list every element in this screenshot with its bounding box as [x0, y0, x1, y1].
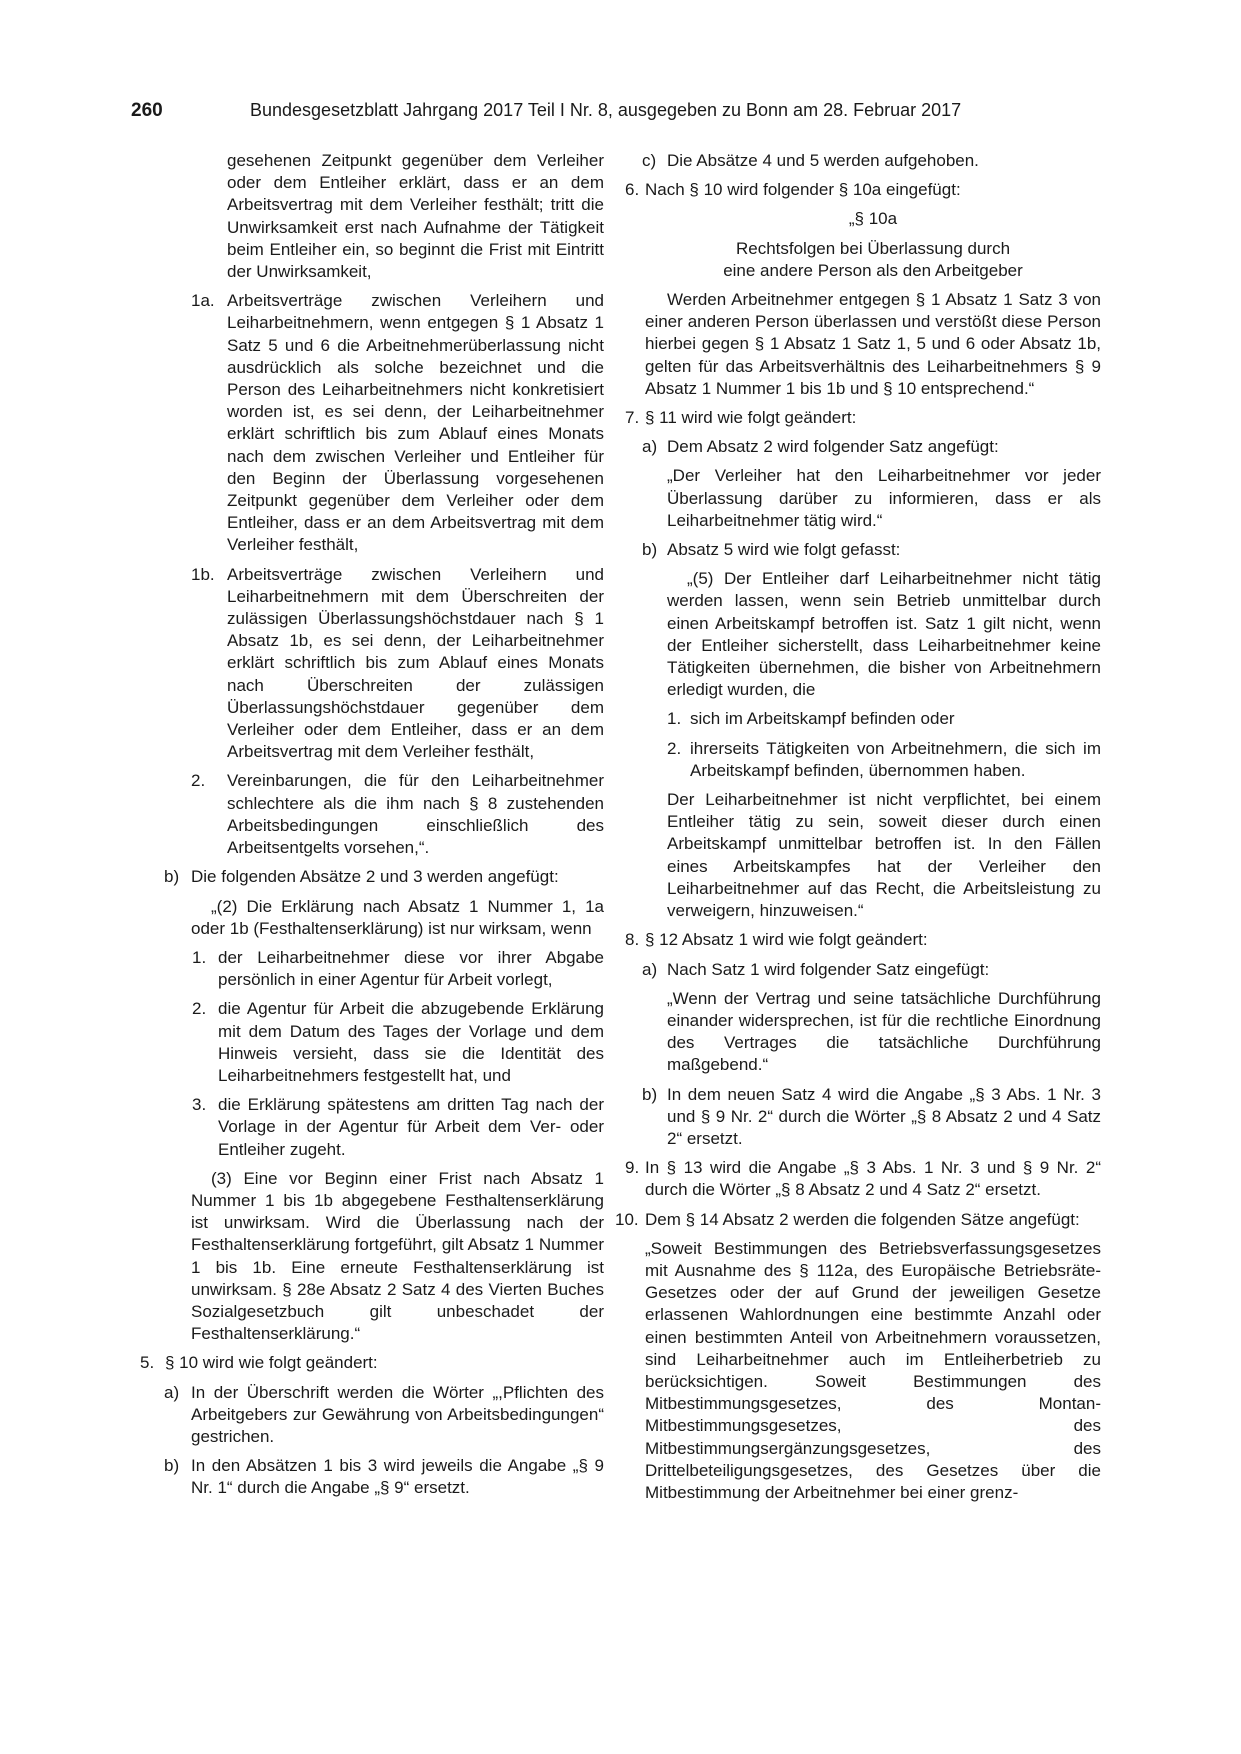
- quoted-list-item-2: [627, 738, 1101, 782]
- continuation-paragraph: [140, 150, 604, 283]
- list-marker: a): [642, 959, 658, 979]
- list-marker: 1b.: [191, 564, 215, 584]
- item-8b: [627, 1084, 1101, 1151]
- list-item-2: [140, 770, 604, 859]
- list-marker: 6.: [625, 180, 640, 200]
- list-item-1b: [140, 564, 604, 764]
- quoted-list-item-1: [627, 708, 1101, 730]
- list-marker: 3.: [192, 1095, 207, 1115]
- list-item-text: der Leiharbeitnehmer diese vor ihrer Abgabe persönlich in einer Agentur für Arbeit vorlegt,: [218, 947, 604, 990]
- list-item-text: § 12 Absatz 1 wird wie folgt geändert:: [645, 930, 928, 950]
- item-9: [627, 1157, 1101, 1201]
- item-6: [627, 179, 1101, 201]
- quoted-paragraph-5: „(5) Der Entleiher darf Leiharbeitnehmer nicht tätig werden lassen, wenn sein Betrieb unmittelbar durch einen Arbeitskampf betroffen ist. Satz 1 gilt nicht, wenn der Entleiher sicherstellt, dass Leiharbeitnehmer keine Tätigkeiten übernehmen, die bisher von Arbeitnehmern erledigt wurden, die: [667, 569, 1101, 700]
- list-item-text: Dem § 14 Absatz 2 werden die folgenden Sätze angefügt:: [645, 1209, 1080, 1229]
- list-marker: a): [642, 437, 658, 457]
- list-item-text: In den Absätzen 1 bis 3 wird jeweils die Angabe „§ 9 Nr. 1“ durch die Angabe „§ 9“ ersetzt.: [191, 1456, 604, 1498]
- quoted-list-item-2: [140, 998, 604, 1087]
- section-title-line-1: Rechtsfolgen bei Überlassung durch: [735, 238, 1011, 258]
- quoted-paragraph-3: (3) Eine vor Beginn einer Frist nach Absatz 1 Nummer 1 bis 1b abgegebene Festhaltenserklärung ist unwirksam. Wird die Überlassung nach der Festhaltenserklärung fortgeführt, gilt Absatz 1 Nummer 1 bis 1b. Eine erneute Festhaltenserklärung ist unwirksam. § 28e Absatz 2 Satz 4 des Vierten Buches Sozialgesetzbuch gilt unbeschadet der Festhaltenserklärung.“: [191, 1168, 604, 1344]
- list-marker: b): [642, 540, 658, 560]
- list-item-text: Arbeitsverträge zwischen Verleihern und Leiharbeitnehmern, wenn entgegen § 1 Absatz 1 Satz 5 und 6 die Arbeitnehmerüberlassung nicht ausdrücklich als solche bezeichnet und die Person des Leiharbeitnehmers nicht konkretisiert worden ist, es sei denn, der Leiharbeitnehmer erklärt schriftlich bis zum Ablauf eines Monats nach dem zwischen Verleiher und Entleiher für den Beginn der Überlassung vorgesehenen Zeitpunkt gegenüber dem Verleiher oder dem Entleiher, dass er an dem Arbeitsvertrag mit dem Verleiher festhält,: [227, 291, 604, 555]
- section-title-line-2: eine andere Person als den Arbeitgeber: [723, 260, 1023, 280]
- quoted-paragraph-5-cont: Der Leiharbeitnehmer ist nicht verpflichtet, bei einem Entleiher tätig zu sein, soweit dieser durch einen Arbeitskampf unmittelbar betroffen ist. In den Fällen eines Arbeitskampfes hat der Verleiher den Leiharbeitnehmer auf das Recht, die Arbeitsleistung zu verweigern, hinzuweisen.“: [667, 790, 1101, 921]
- list-item-text: die Erklärung spätestens am dritten Tag nach der Vorlage in der Agentur für Arbeit dem Ver- oder Entleiher zugeht.: [218, 1095, 604, 1159]
- list-marker: 8.: [625, 930, 640, 950]
- list-marker: 7.: [625, 408, 640, 428]
- list-item-text: In § 13 wird die Angabe „§ 3 Abs. 1 Nr. 3 und § 9 Nr. 2“ durch die Wörter „§ 8 Absatz 2 und 4 Satz 2“ ersetzt.: [645, 1158, 1101, 1200]
- page-number: 260: [131, 100, 163, 121]
- quoted-paragraph-10: „Soweit Bestimmungen des Betriebsverfassungsgesetzes mit Ausnahme des § 112a, des Europäische Betriebsräte-Gesetzes oder der auf Grund der jeweiligen Gesetze erlassenen Wahlordnungen eine bestimmte Anzahl oder einen bestimmten Anteil von Arbeitnehmern voraussetzen, sind Leiharbeitnehmer auch im Entleiherbetrieb zu berücksichtigen. Soweit Bestimmungen des Mitbestimmungsgesetzes, des Montan-Mitbestimmungsgesetzes, des Mitbestimmungsergänzungsgesetzes, des Drittelbeteiligungsgesetzes, des Gesetzes über die Mitbestimmung der Arbeitnehmer bei einer grenz-: [645, 1238, 1101, 1502]
- quoted-sentence-8a: „Wenn der Vertrag und seine tatsächliche Durchführung einander widersprechen, ist für die rechtliche Einordnung des Vertrages die tatsächliche Durchführung maßgebend.“: [667, 988, 1101, 1075]
- list-marker: 2.: [192, 999, 207, 1019]
- list-item-text: sich im Arbeitskampf befinden oder: [690, 709, 955, 729]
- quoted-paragraph-2: „(2) Die Erklärung nach Absatz 1 Nummer 1, 1a oder 1b (Festhaltenserklärung) ist nur wirksam, wenn: [191, 896, 604, 938]
- item-5b: [140, 1455, 604, 1499]
- list-item-text: ihrerseits Tätigkeiten von Arbeitnehmern, die sich im Arbeitskampf befinden, übernommen haben.: [690, 738, 1101, 780]
- list-marker: b): [642, 1084, 658, 1104]
- list-marker: b): [164, 1456, 180, 1476]
- section-number: „§ 10a: [848, 209, 898, 229]
- list-marker: 10.: [615, 1209, 639, 1229]
- left-column: [140, 150, 604, 1507]
- list-marker: a): [164, 1382, 180, 1402]
- list-item-text: § 10 wird wie folgt geändert:: [165, 1353, 378, 1373]
- continuation-text: gesehenen Zeitpunkt gegenüber dem Verleiher oder dem Entleiher erklärt, dass er an dem Arbeitsvertrag mit dem Verleiher festhält; tritt die Unwirksamkeit erst nach Aufnahme der Tätigkeit beim Entleiher ein, so beginnt die Frist mit Eintritt der Unwirksamkeit,: [227, 151, 604, 282]
- quoted-list-item-1: [140, 947, 604, 991]
- list-item-text: Absatz 5 wird wie folgt gefasst:: [667, 540, 901, 560]
- item-7a: [627, 436, 1101, 458]
- list-marker: b): [164, 867, 180, 887]
- quoted-sentence-7a: „Der Verleiher hat den Leiharbeitnehmer vor jeder Überlassung darüber zu informieren, dass er als Leiharbeitnehmer tätig wird.“: [667, 466, 1101, 530]
- list-item-text: Die folgenden Absätze 2 und 3 werden angefügt:: [191, 867, 559, 887]
- right-column: [615, 150, 1101, 1511]
- list-marker: 1.: [667, 709, 682, 729]
- item-8a: [627, 959, 1101, 981]
- item-10: [615, 1209, 1101, 1231]
- item-8: [627, 929, 1101, 951]
- list-item-text: die Agentur für Arbeit die abzugebende Erklärung mit dem Datum des Tages der Vorlage und dem Hinweis versieht, dass sie die Identität des Leiharbeitnehmers festgestellt hat, und: [218, 999, 604, 1085]
- subitem-b: [140, 866, 604, 888]
- list-item-text: In dem neuen Satz 4 wird die Angabe „§ 3 Abs. 1 Nr. 3 und § 9 Nr. 2“ durch die Wörter „§ 8 Absatz 2 und 4 Satz 2“ ersetzt.: [667, 1084, 1101, 1148]
- list-marker: 2.: [667, 738, 682, 758]
- section-10a-text: Werden Arbeitnehmer entgegen § 1 Absatz 1 Satz 3 von einer anderen Person überlassen und verstößt diese Person hierbei gegen § 1 Absatz 1 Satz 1, 5 und 6 oder Absatz 1b, gelten für das Arbeitsverhältnis des Leiharbeitnehmers § 9 Absatz 1 Nummer 1 bis 1b und § 10 entsprechend.“: [645, 290, 1101, 398]
- item-7b: [627, 539, 1101, 561]
- list-item-text: Arbeitsverträge zwischen Verleihern und Leiharbeitnehmern mit dem Überschreiten der zulässigen Überlassungshöchstdauer nach § 1 Absatz 1b, es sei denn, der Leiharbeitnehmer erklärt schriftlich bis zum Ablauf eines Monats nach Überschreiten der zulässigen Überlassungshöchstdauer gegenüber dem Verleiher oder dem Entleiher, dass er an dem Arbeitsvertrag mit dem Verleiher festhält,: [227, 564, 604, 762]
- list-marker: 1.: [192, 947, 207, 967]
- item-5a: [140, 1382, 604, 1449]
- list-marker: 2.: [191, 771, 206, 791]
- list-item-text: Nach Satz 1 wird folgender Satz eingefügt:: [667, 959, 990, 979]
- item-5c: [627, 150, 1101, 172]
- quoted-list-item-3: [140, 1094, 604, 1161]
- list-marker: 9.: [625, 1158, 640, 1178]
- list-item-text: Dem Absatz 2 wird folgender Satz angefügt:: [667, 437, 999, 457]
- list-item-text: § 11 wird wie folgt geändert:: [645, 408, 857, 428]
- running-header: Bundesgesetzblatt Jahrgang 2017 Teil I Nr. 8, ausgegeben zu Bonn am 28. Februar 2017: [250, 100, 962, 120]
- list-item-text: Die Absätze 4 und 5 werden aufgehoben.: [667, 151, 979, 170]
- list-item-text: Vereinbarungen, die für den Leiharbeitnehmer schlechtere als die ihm nach § 8 zustehenden Arbeitsbedingungen einschließlich des Arbeitsentgelts vorsehen,“.: [227, 771, 604, 858]
- item-7: [627, 407, 1101, 429]
- list-marker: 5.: [140, 1353, 155, 1373]
- list-marker: 1a.: [191, 291, 215, 311]
- list-item-text: In der Überschrift werden die Wörter „,Pflichten des Arbeitgebers zur Gewährung von Arbeitsbedingungen“ gestrichen.: [191, 1382, 604, 1446]
- item-5: [140, 1352, 604, 1374]
- list-item-1a: [140, 290, 604, 556]
- list-item-text: Nach § 10 wird folgender § 10a eingefügt:: [645, 180, 961, 200]
- list-marker: c): [642, 151, 657, 170]
